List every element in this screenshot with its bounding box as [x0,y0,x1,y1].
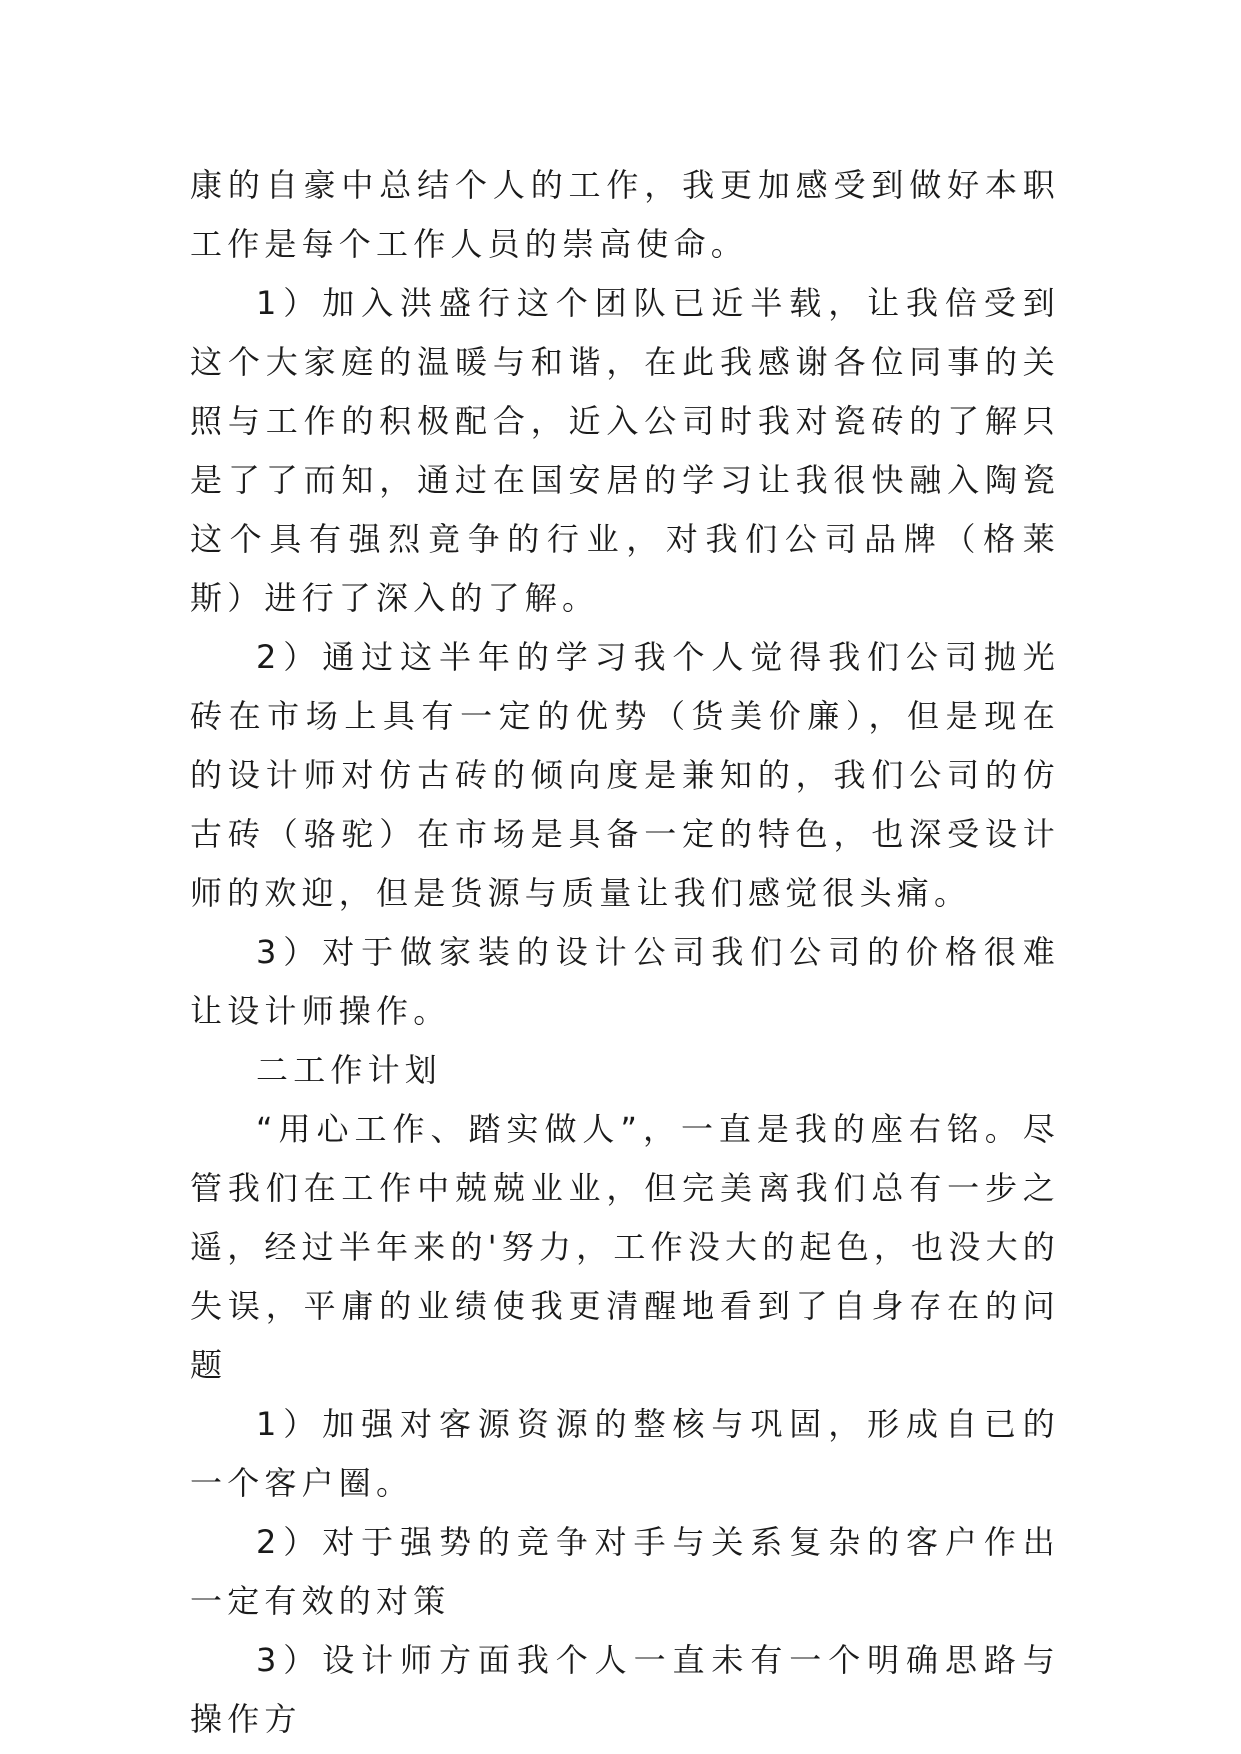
document-body [190,156,1060,1749]
section-heading-work-plan: 二工作计划 [256,1051,443,1089]
plan-item-2: 2）对于强势的竞争对手与关系复杂的客户作出一定有效的对策 [190,1523,1060,1620]
paragraph-continuation: 康的自豪中总结个人的工作，我更加感受到做好本职工作是每个工作人员的崇高使命。 [190,166,1060,263]
plan-item-1: 1）加强对客源资源的整核与巩固，形成自已的一个客户圈。 [190,1405,1060,1502]
paragraph-motto: “用心工作、踏实做人”，一直是我的座右铭。尽管我们在工作中兢兢业业，但完美离我们总有一步之遥，经过半年来的'努力，工作没大的起色，也没大的失误，平庸的业绩使我更清醒地看到了自身存在的问题 [190,1110,1060,1384]
plan-item-3: 3）设计师方面我个人一直未有一个明确思路与操作方 [190,1641,1060,1738]
paragraph-item-1: 1）加入洪盛行这个团队已近半载，让我倍受到这个大家庭的温暖与和谐，在此我感谢各位同事的关照与工作的积极配合，近入公司时我对瓷砖的了解只是了了而知，通过在国安居的学习让我很快融入陶瓷这个具有强烈竟争的行业，对我们公司品牌（格莱斯）进行了深入的了解。 [190,284,1060,617]
paragraph-item-3: 3）对于做家装的设计公司我们公司的价格很难让设计师操作。 [190,933,1060,1030]
paragraph-item-2: 2）通过这半年的学习我个人觉得我们公司抛光砖在市场上具有一定的优势（货美价廉），但是现在的设计师对仿古砖的倾向度是兼知的，我们公司的仿古砖（骆驼）在市场是具备一定的特色，也深受设计师的欢迎，但是货源与质量让我们感觉很头痛。 [190,638,1060,912]
